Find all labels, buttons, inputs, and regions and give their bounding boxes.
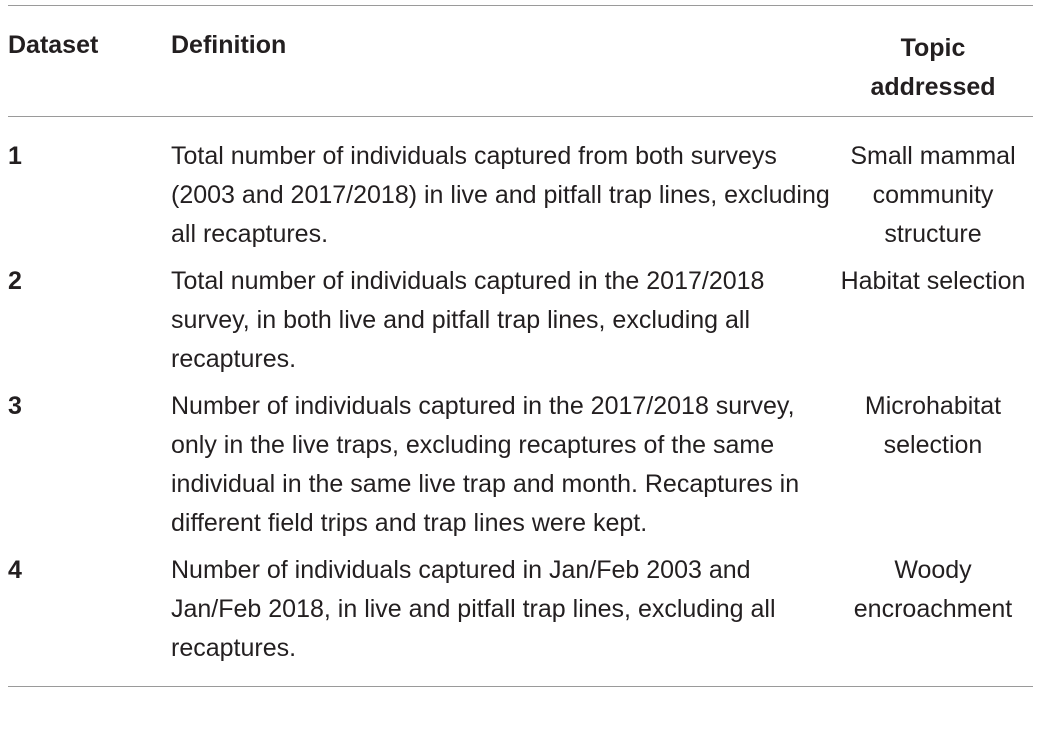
header-dataset: Dataset bbox=[8, 31, 99, 59]
dataset-topic: Habitat selection bbox=[840, 267, 1026, 295]
dataset-definition: Total number of individuals captured in the 2017/2018 survey, in both live and pitfall trap lines, excluding all recaptures. bbox=[171, 267, 765, 373]
dataset-definition: Number of individuals captured in Jan/Feb 2003 and Jan/Feb 2018, in live and pitfall trap lines, excluding all recaptures. bbox=[171, 556, 776, 662]
table-row bbox=[8, 262, 1033, 379]
header-topic: Topic addressed bbox=[870, 34, 996, 101]
table-body bbox=[8, 117, 1033, 686]
dataset-topic: Microhabitat selection bbox=[864, 392, 1002, 459]
table-row bbox=[8, 387, 1033, 543]
dataset-definition: Number of individuals captured in the 2017/2018 survey, only in the live traps, excluding recaptures of the same individual in the same live trap and month. Recaptures in different field trips and trap lines were kept. bbox=[171, 392, 800, 537]
table-header bbox=[8, 6, 1033, 117]
header-definition: Definition bbox=[171, 31, 287, 59]
datasets-table bbox=[8, 5, 1033, 687]
dataset-id: 3 bbox=[8, 392, 22, 420]
dataset-topic: Woody encroachment bbox=[853, 556, 1013, 623]
table-row bbox=[8, 551, 1033, 668]
table-row bbox=[8, 137, 1033, 254]
dataset-definition: Total number of individuals captured from both surveys (2003 and 2017/2018) in live and pitfall trap lines, excluding all recaptures. bbox=[171, 142, 830, 248]
dataset-id: 2 bbox=[8, 267, 22, 295]
dataset-id: 1 bbox=[8, 142, 22, 170]
dataset-id: 4 bbox=[8, 556, 22, 584]
dataset-topic: Small mammal community structure bbox=[850, 142, 1016, 248]
